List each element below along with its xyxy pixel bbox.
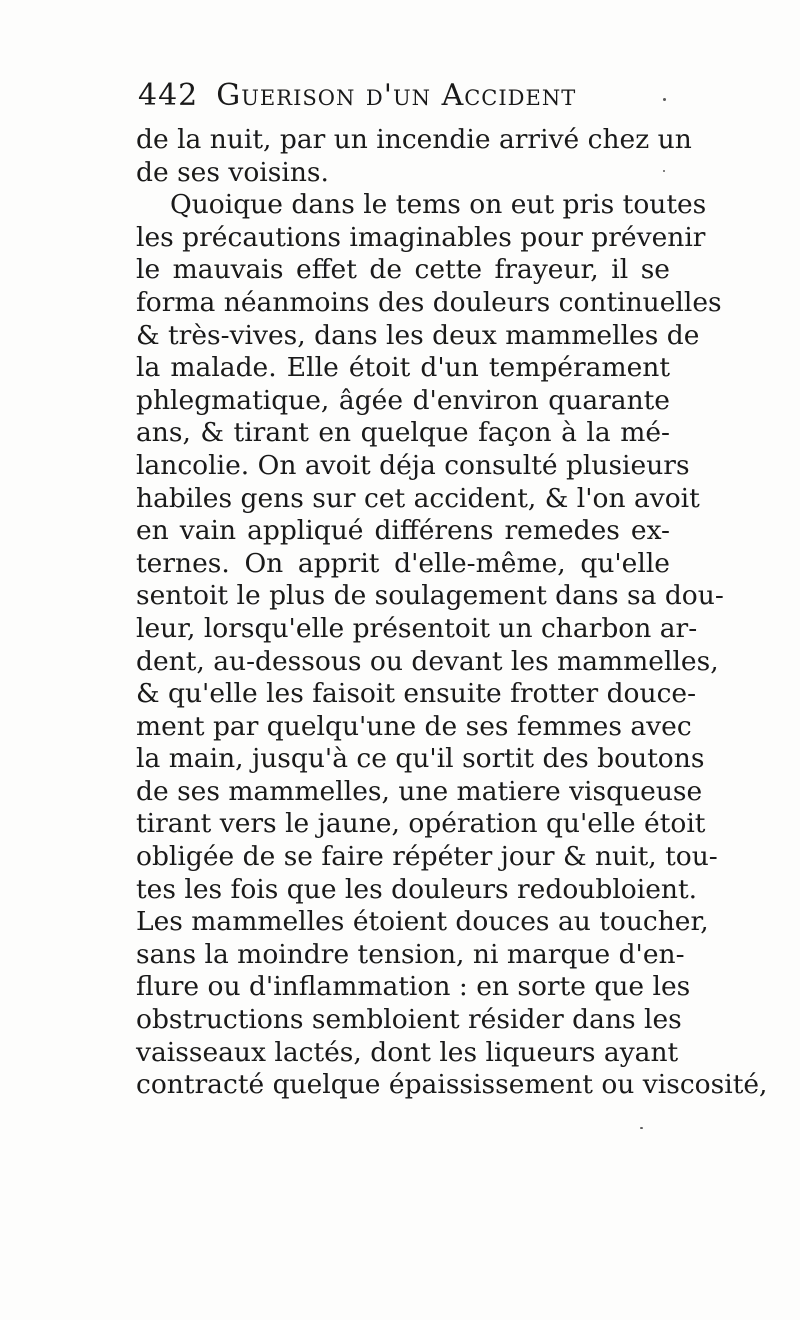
body-text bbox=[136, 124, 768, 1102]
text-line: les précautions imaginables pour prévenir bbox=[136, 221, 706, 253]
text-line: leur, lorsqu'elle présentoit un charbon ar- bbox=[136, 612, 698, 644]
text-line: sans la moindre tension, ni marque d'en- bbox=[136, 938, 685, 970]
text-line: Les mammelles étoient douces au toucher, bbox=[136, 906, 709, 938]
text-line: phlegmatique, âgée d'environ quarante bbox=[136, 384, 670, 416]
text-line: vaisseaux lactés, dont les liqueurs ayant bbox=[136, 1036, 679, 1068]
text-line: & qu'elle les faisoit ensuite frotter douce- bbox=[136, 678, 697, 710]
text-line: sentoit le plus de soulagement dans sa dou- bbox=[136, 580, 724, 612]
text-line: flure ou d'inflammation : en sorte que les bbox=[136, 971, 691, 1003]
text-line: habiles gens sur cet accident, & l'on avoit bbox=[136, 482, 700, 514]
text-line: de la nuit, par un incendie arrivé chez un bbox=[136, 124, 692, 155]
text-line: en vain appliqué différens remedes ex- bbox=[136, 515, 670, 547]
text-line: obstructions sembloient résider dans les bbox=[136, 1004, 682, 1036]
running-head bbox=[138, 76, 658, 116]
text-line: dent, au-dessous ou devant les mammelles, bbox=[136, 645, 719, 677]
text-line: tes les fois que les douleurs redoubloient. bbox=[136, 873, 698, 905]
text-line: ternes. On apprit d'elle-même, qu'elle bbox=[136, 547, 670, 579]
ink-speck bbox=[640, 1127, 643, 1129]
text-line: lancolie. On avoit déja consulté plusieurs bbox=[136, 449, 690, 481]
text-line: tirant vers le jaune, opération qu'elle étoit bbox=[136, 808, 706, 840]
paragraph-first-line: Quoique dans le tems on eut pris toutes bbox=[170, 189, 707, 221]
ink-speck bbox=[663, 170, 665, 172]
text-line: la malade. Elle étoit d'un tempérament bbox=[136, 352, 670, 384]
text-line: contracté quelque épaississement ou viscosité, bbox=[136, 1069, 768, 1101]
text-line: forma néanmoins des douleurs continuelles bbox=[136, 286, 722, 318]
text-line: obligée de se faire répéter jour & nuit, tou- bbox=[136, 841, 718, 873]
text-line: ment par quelqu'une de ses femmes avec bbox=[136, 710, 692, 742]
text-line: la main, jusqu'à ce qu'il sortit des boutons bbox=[136, 743, 705, 775]
text-line: ans, & tirant en quelque façon à la mé- bbox=[136, 417, 670, 449]
text-line: de ses voisins. bbox=[136, 156, 329, 188]
page-number: 442 bbox=[138, 78, 199, 113]
running-head-title: Guerison d'un Accident bbox=[216, 78, 577, 113]
text-line: & très-vives, dans les deux mammelles de bbox=[136, 319, 700, 351]
text-line: le mauvais effet de cette frayeur, il se bbox=[136, 254, 670, 286]
ink-speck bbox=[663, 98, 666, 101]
text-line: de ses mammelles, une matiere visqueuse bbox=[136, 775, 703, 807]
